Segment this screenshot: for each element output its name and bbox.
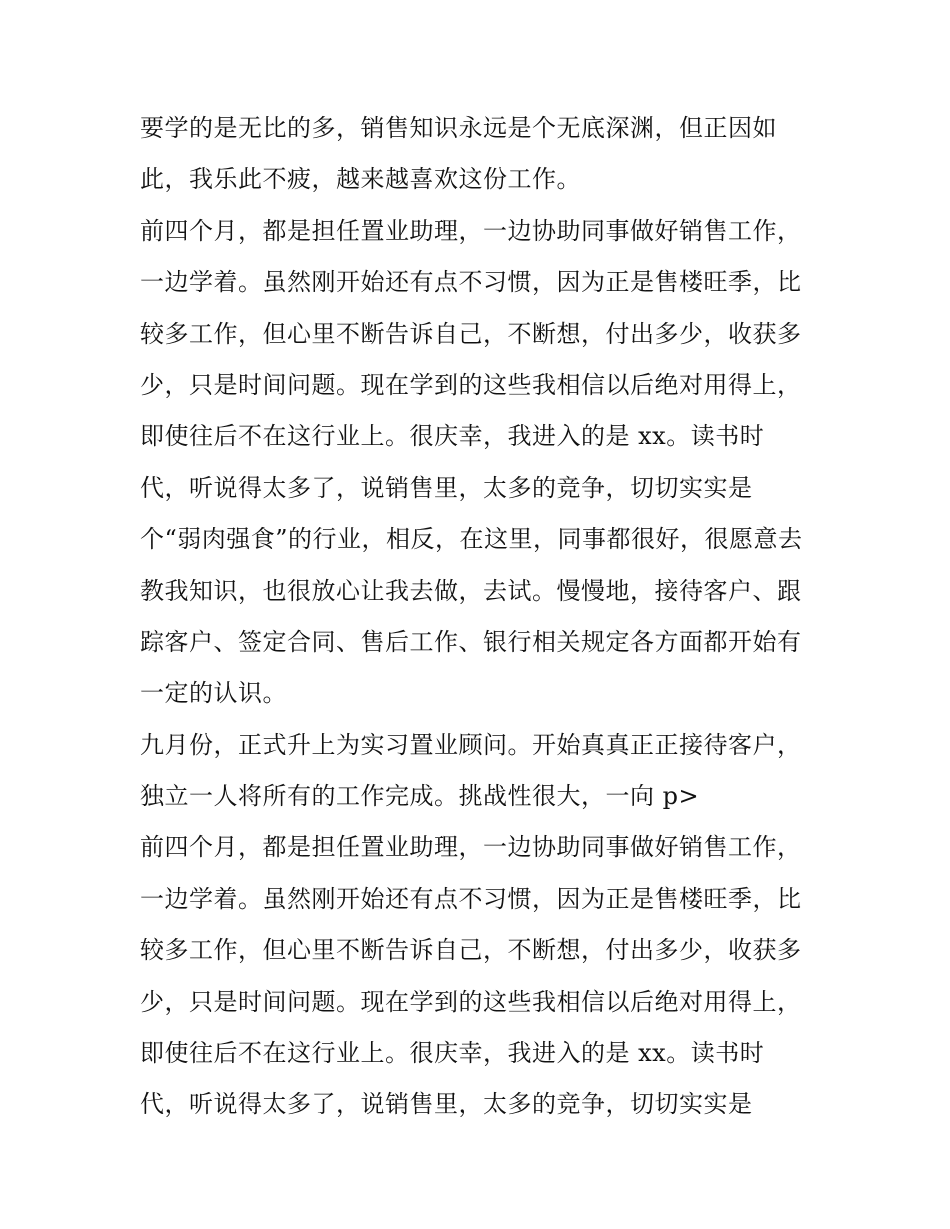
text-line: 踪客户、签定合同、售后工作、银行相关规定各方面都开始有 [140,627,802,656]
text-line: 少，只是时间问题。现在学到的这些我相信以后绝对用得上， [140,370,802,399]
text-line: 要学的是无比的多，销售知识永远是个无底深渊，但正因如 [140,114,777,142]
text-line: 即使往后不在这行业上。很庆幸，我进入的是 xx。读书时 [140,422,765,451]
text-line: 较多工作，但心里不断告诉自己，不断想，付出多少，收获多 [140,319,802,348]
text-line: 即使往后不在这行业上。很庆幸，我进入的是 xx。读书时 [140,1039,765,1068]
text-line: 此，我乐此不疲，越来越喜欢这份工作。 [140,165,581,194]
text-line: 前四个月，都是担任置业助理，一边协助同事做好销售工作， [140,833,802,862]
text-line: 较多工作，但心里不断告诉自己，不断想，付出多少，收获多 [140,936,802,965]
text-line: 代，听说得太多了，说销售里，太多的竞争，切切实实是 [140,1090,753,1119]
text-line: 一边学着。虽然刚开始还有点不习惯，因为正是售楼旺季，比 [140,268,802,297]
text-line: 少，只是时间问题。现在学到的这些我相信以后绝对用得上， [140,987,802,1016]
text-line: 一边学着。虽然刚开始还有点不习惯，因为正是售楼旺季，比 [140,884,802,913]
text-line: 代，听说得太多了，说销售里，太多的竞争，切切实实是 [140,473,753,502]
text-line: 前四个月，都是担任置业助理，一边协助同事做好销售工作， [140,216,802,245]
text-line: 独立一人将所有的工作完成。挑战性很大，一向 p> [140,782,700,811]
document-body [140,103,820,1131]
text-line: 一定的认识。 [140,679,287,708]
text-line: 个“弱肉强食”的行业，相反，在这里，同事都很好，很愿意去 [140,525,803,554]
text-line: 教我知识，也很放心让我去做，去试。慢慢地，接待客户、跟 [140,576,802,605]
text-line: 九月份，正式升上为实习置业顾问。开始真真正正接待客户， [140,730,802,759]
